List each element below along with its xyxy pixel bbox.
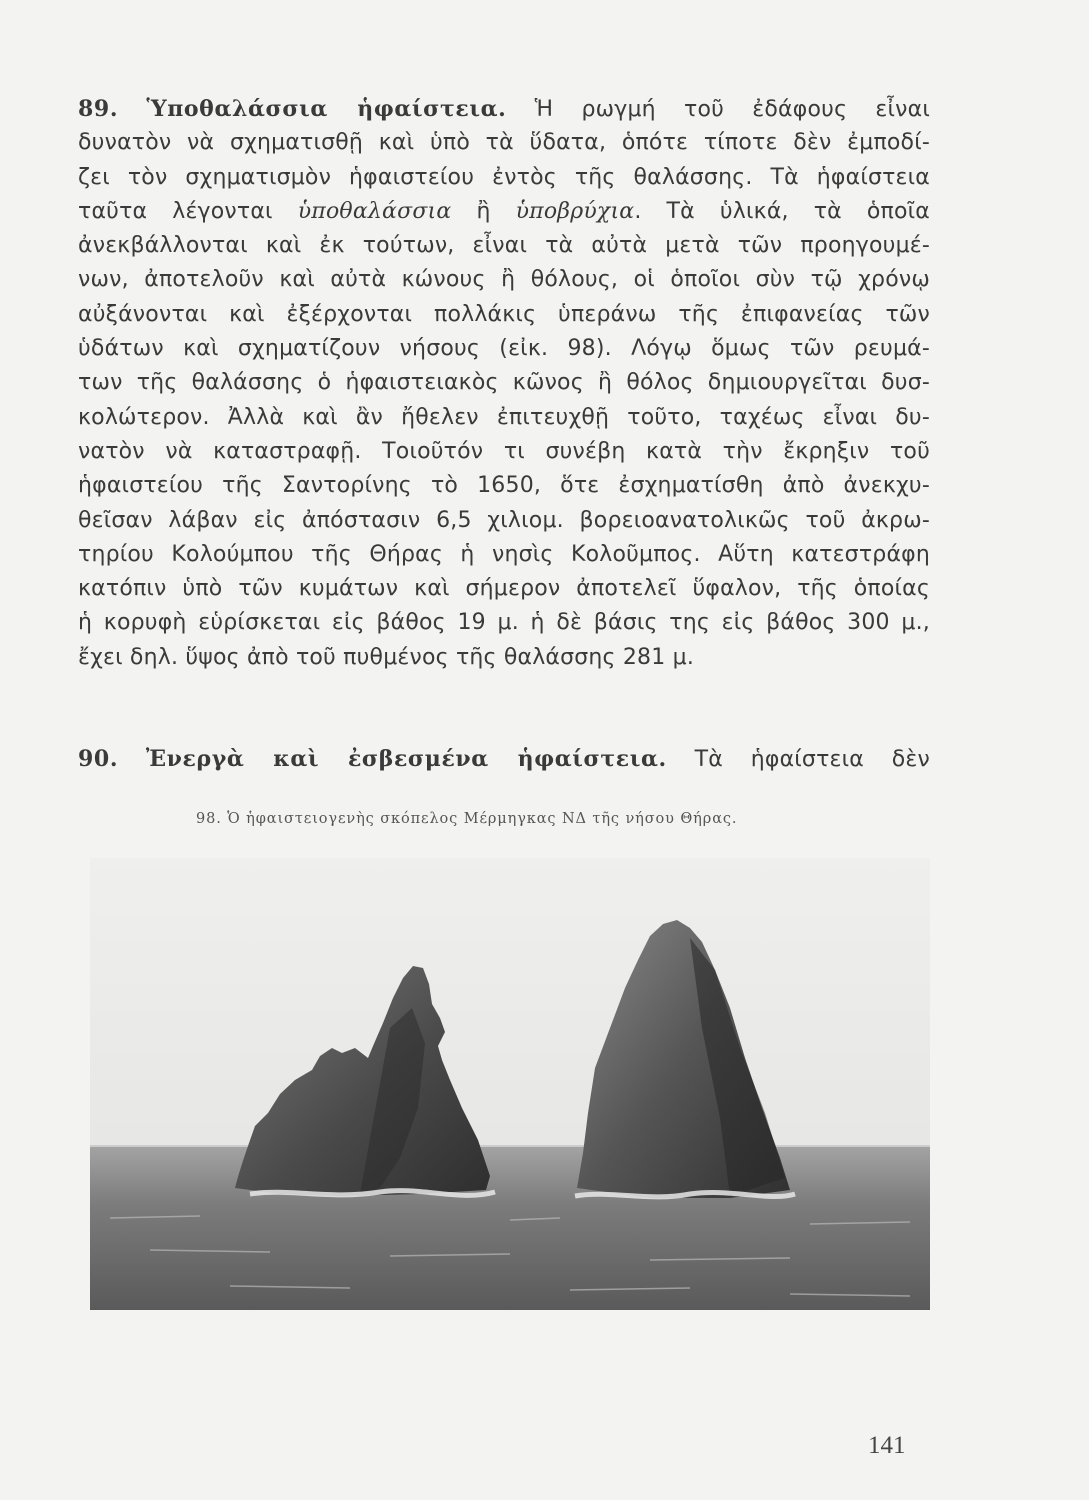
paragraph-line: τηρίου Κολούμπου τῆς Θήρας ἡ νησὶς Κολοῦμπος. Αὕτη κατεστράφη <box>78 541 930 567</box>
paragraph-line: ὑδάτων καὶ σχηματίζουν νήσους (εἰκ. 98). Λόγῳ ὅμως τῶν ρευμά- <box>78 336 930 362</box>
paragraph-line: δυνατὸν νὰ σχηματισθῇ καὶ ὑπὸ τὰ ὕδατα, ὁπότε τίποτε δὲν ἐμποδί- <box>78 130 930 156</box>
section-90-line-1 <box>78 742 930 776</box>
section-89-number: 89. <box>78 96 119 122</box>
paragraph-line: των τῆς θαλάσσης ὁ ἡφαιστειακὸς κῶνος ἢ θόλος δημιουργεῖται δυσ- <box>78 370 930 396</box>
paragraph-text: ἢ <box>476 198 491 224</box>
section-89 <box>78 92 930 675</box>
paragraph-text: ταῦτα λέγονται <box>78 198 273 224</box>
section-90 <box>78 742 930 776</box>
section-89-title: Ὑποθαλάσσια ἡφαίστεια. <box>146 96 507 122</box>
paragraph-line: ἡφαιστείου τῆς Σαντορίνης τὸ 1650, ὅτε ἐσχηματίσθη ἀπὸ ἀνεκχυ- <box>78 473 930 499</box>
paragraph-line: Ἡ ρωγμή τοῦ ἐδάφους εἶναι <box>534 97 930 122</box>
section-89-line-1 <box>78 92 930 126</box>
page-number: 141 <box>868 1432 906 1459</box>
figure-photo <box>90 858 930 1310</box>
paragraph-text: . Τὰ ὑλικά, τὰ ὁποῖα <box>634 198 930 224</box>
term-submarine: ὑποθαλάσσια <box>297 198 452 224</box>
paragraph-line: ἔχει δηλ. ὕψος ἀπὸ τοῦ πυθμένος τῆς θαλάσσης 281 μ. <box>78 644 695 670</box>
paragraph-line: ἀνεκβάλλονται καὶ ἐκ τούτων, εἶναι τὰ αὐτὰ μετὰ τῶν προηγουμέ- <box>78 233 930 259</box>
paragraph-line: ζει τὸν σχηματισμὸν ἡφαιστείου ἐντὸς τῆς θαλάσσης. Τὰ ἡφαίστεια <box>78 164 930 190</box>
paragraph-text: Τὰ ἡφαίστεια δὲν <box>694 747 930 772</box>
paragraph-line: κολώτερον. Ἀλλὰ καὶ ἂν ἤθελεν ἐπιτευχθῇ τοῦτο, ταχέως εἶναι δυ- <box>78 404 930 430</box>
figure-caption: 98. Ὁ ἡφαιστειογενὴς σκόπελος Μέρμηγκας ΝΔ τῆς νήσου Θήρας. <box>196 811 738 827</box>
paragraph-line: ἡ κορυφὴ εὑρίσκεται εἰς βάθος 19 μ. ἡ δὲ βάσις της εἰς βάθος 300 μ., <box>78 610 930 636</box>
paragraph-line: νατὸν νὰ καταστραφῇ. Τοιοῦτόν τι συνέβη κατὰ τὴν ἔκρηξιν τοῦ <box>78 438 930 464</box>
sea <box>90 1147 930 1310</box>
section-90-number: 90. <box>78 746 119 772</box>
paragraph-line: νων, ἀποτελοῦν καὶ αὐτὰ κώνους ἢ θόλους, οἱ ὁποῖοι σὺν τῷ χρόνῳ <box>78 267 930 293</box>
paragraph-line: αὐξάνονται καὶ ἐξέρχονται πολλάκις ὑπεράνω τῆς ἐπιφανείας τῶν <box>78 301 930 327</box>
paragraph-line: θεῖσαν λάβαν εἰς ἀπόστασιν 6,5 χιλιομ. βορειοανατολικῶς τοῦ ἀκρω- <box>78 507 930 533</box>
paragraph-line: κατόπιν ὑπὸ τῶν κυμάτων καὶ σήμερον ἀποτελεῖ ὕφαλον, τῆς ὁποίας <box>78 576 930 602</box>
term-underwater: ὑποβρύχια <box>515 198 635 224</box>
section-90-title: Ἐνεργὰ καὶ ἐσβεσμένα ἡφαίστεια. <box>145 746 667 772</box>
paragraph-line <box>78 195 930 229</box>
